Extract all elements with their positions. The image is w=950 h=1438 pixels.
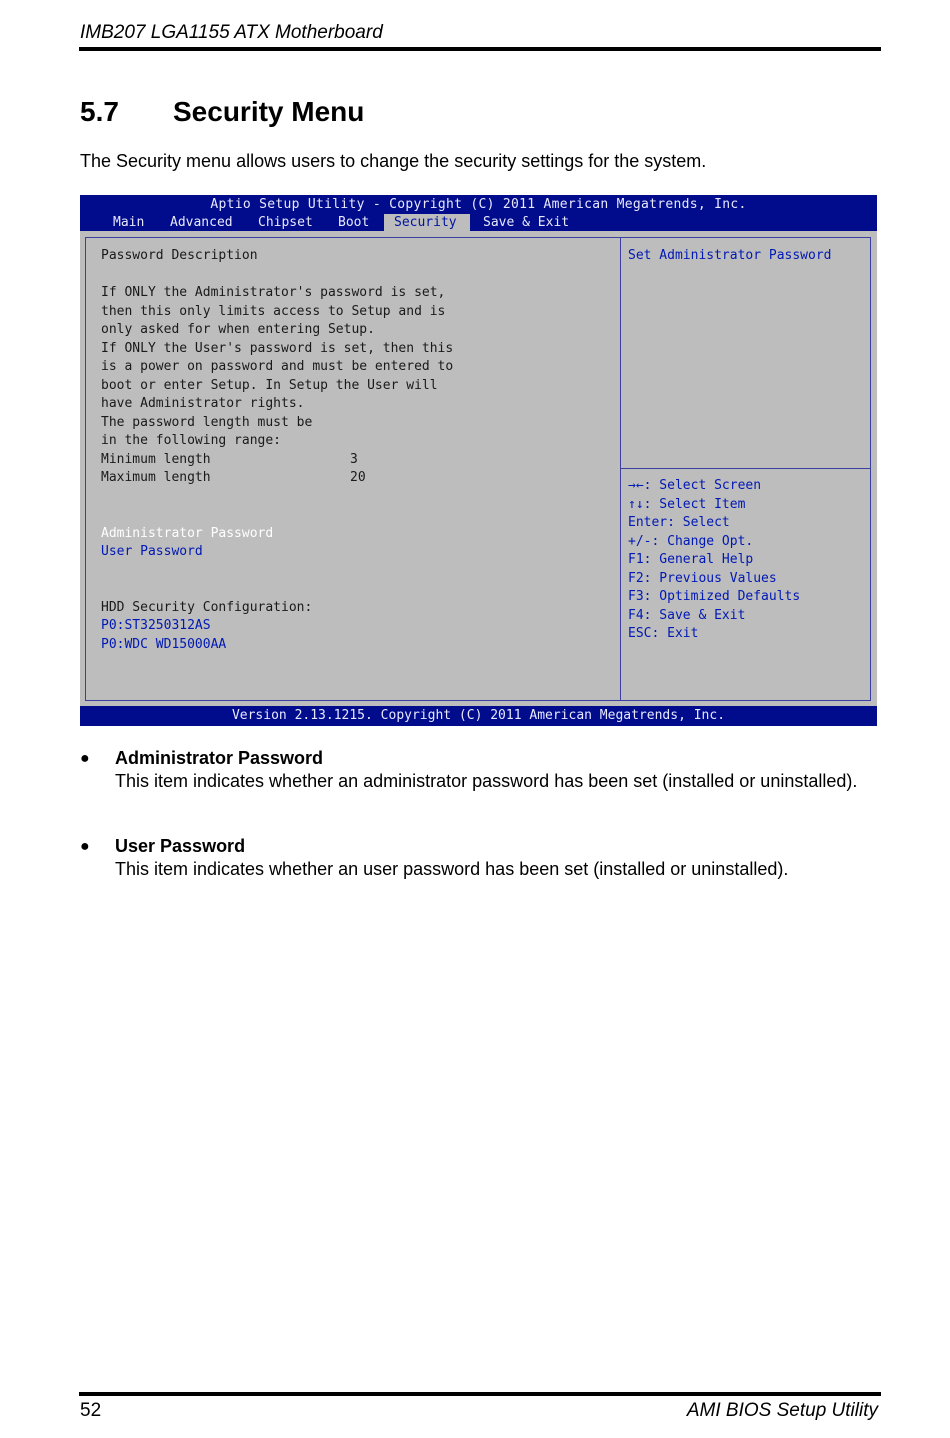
tab-save-exit[interactable]: Save & Exit xyxy=(483,215,570,230)
tab-chipset[interactable]: Chipset xyxy=(258,215,313,230)
min-length-label: Minimum length xyxy=(101,452,211,467)
intro-paragraph: The Security menu allows users to change the security settings for the system. xyxy=(80,151,707,171)
key-help: ESC: Exit xyxy=(628,626,699,641)
section-title: Security Menu xyxy=(173,96,365,127)
administrator-password-item[interactable]: Administrator Password xyxy=(101,526,274,541)
key-help: ↑↓: Select Item xyxy=(628,497,746,512)
tab-security[interactable]: Security xyxy=(384,214,470,231)
description-line: then this only limits access to Setup and is xyxy=(101,304,446,319)
item-title-user-password: User Password xyxy=(115,836,246,856)
bios-panel-divider xyxy=(620,237,621,701)
hdd-item[interactable]: P0:WDC WD15000AA xyxy=(101,637,227,652)
key-help: F1: General Help xyxy=(628,552,754,567)
key-help: F2: Previous Values xyxy=(628,571,777,586)
bios-screenshot xyxy=(80,195,877,726)
key-help: F3: Optimized Defaults xyxy=(628,589,801,604)
help-text: Set Administrator Password xyxy=(628,248,832,263)
bios-title-bar: Aptio Setup Utility - Copyright (C) 2011 American Megatrends, Inc. xyxy=(80,195,877,214)
key-help: F4: Save & Exit xyxy=(628,608,746,623)
bios-help-divider xyxy=(621,468,870,469)
description-line: If ONLY the User's password is set, then this xyxy=(101,341,454,356)
key-help: Enter: Select xyxy=(628,515,730,530)
bullet-icon: ● xyxy=(80,750,90,767)
max-length-label: Maximum length xyxy=(101,470,211,485)
section-heading xyxy=(80,96,364,128)
hdd-item[interactable]: P0:ST3250312AS xyxy=(101,618,211,633)
description-line: boot or enter Setup. In Setup the User will xyxy=(101,378,438,393)
bios-menu-bar xyxy=(80,214,877,231)
section-number: 5.7 xyxy=(80,96,119,127)
footer-title: AMI BIOS Setup Utility xyxy=(686,1400,878,1421)
item-text-user-password: This item indicates whether an user password has been set (installed or uninstalled). xyxy=(115,859,789,879)
bullet-icon: ● xyxy=(80,838,90,855)
page-number: 52 xyxy=(80,1400,102,1421)
description-line: If ONLY the Administrator's password is set, xyxy=(101,285,446,300)
item-text-administrator-password: This item indicates whether an administrator password has been set (installed or uninstalled). xyxy=(115,771,858,791)
user-password-item[interactable]: User Password xyxy=(101,544,203,559)
description-line: is a power on password and must be entered to xyxy=(101,359,454,374)
max-length-value: 20 xyxy=(350,470,366,485)
description-line: in the following range: xyxy=(101,433,282,448)
description-line: The password length must be xyxy=(101,415,313,430)
item-title-administrator-password: Administrator Password xyxy=(115,748,324,768)
min-length-value: 3 xyxy=(350,452,358,467)
description-line: Password Description xyxy=(101,248,258,263)
key-help: +/-: Change Opt. xyxy=(628,534,754,549)
hdd-security-heading: HDD Security Configuration: xyxy=(101,600,313,615)
key-help: →←: Select Screen xyxy=(628,478,762,493)
running-header: IMB207 LGA1155 ATX Motherboard xyxy=(80,22,383,43)
header-rule xyxy=(79,47,881,51)
description-line: only asked for when entering Setup. xyxy=(101,322,375,337)
tab-boot[interactable]: Boot xyxy=(338,215,370,230)
description-line: have Administrator rights. xyxy=(101,396,305,411)
bios-version-bar: Version 2.13.1215. Copyright (C) 2011 American Megatrends, Inc. xyxy=(80,706,877,726)
tab-main[interactable]: Main xyxy=(113,215,145,230)
footer-rule xyxy=(79,1392,881,1396)
tab-advanced[interactable]: Advanced xyxy=(170,215,233,230)
